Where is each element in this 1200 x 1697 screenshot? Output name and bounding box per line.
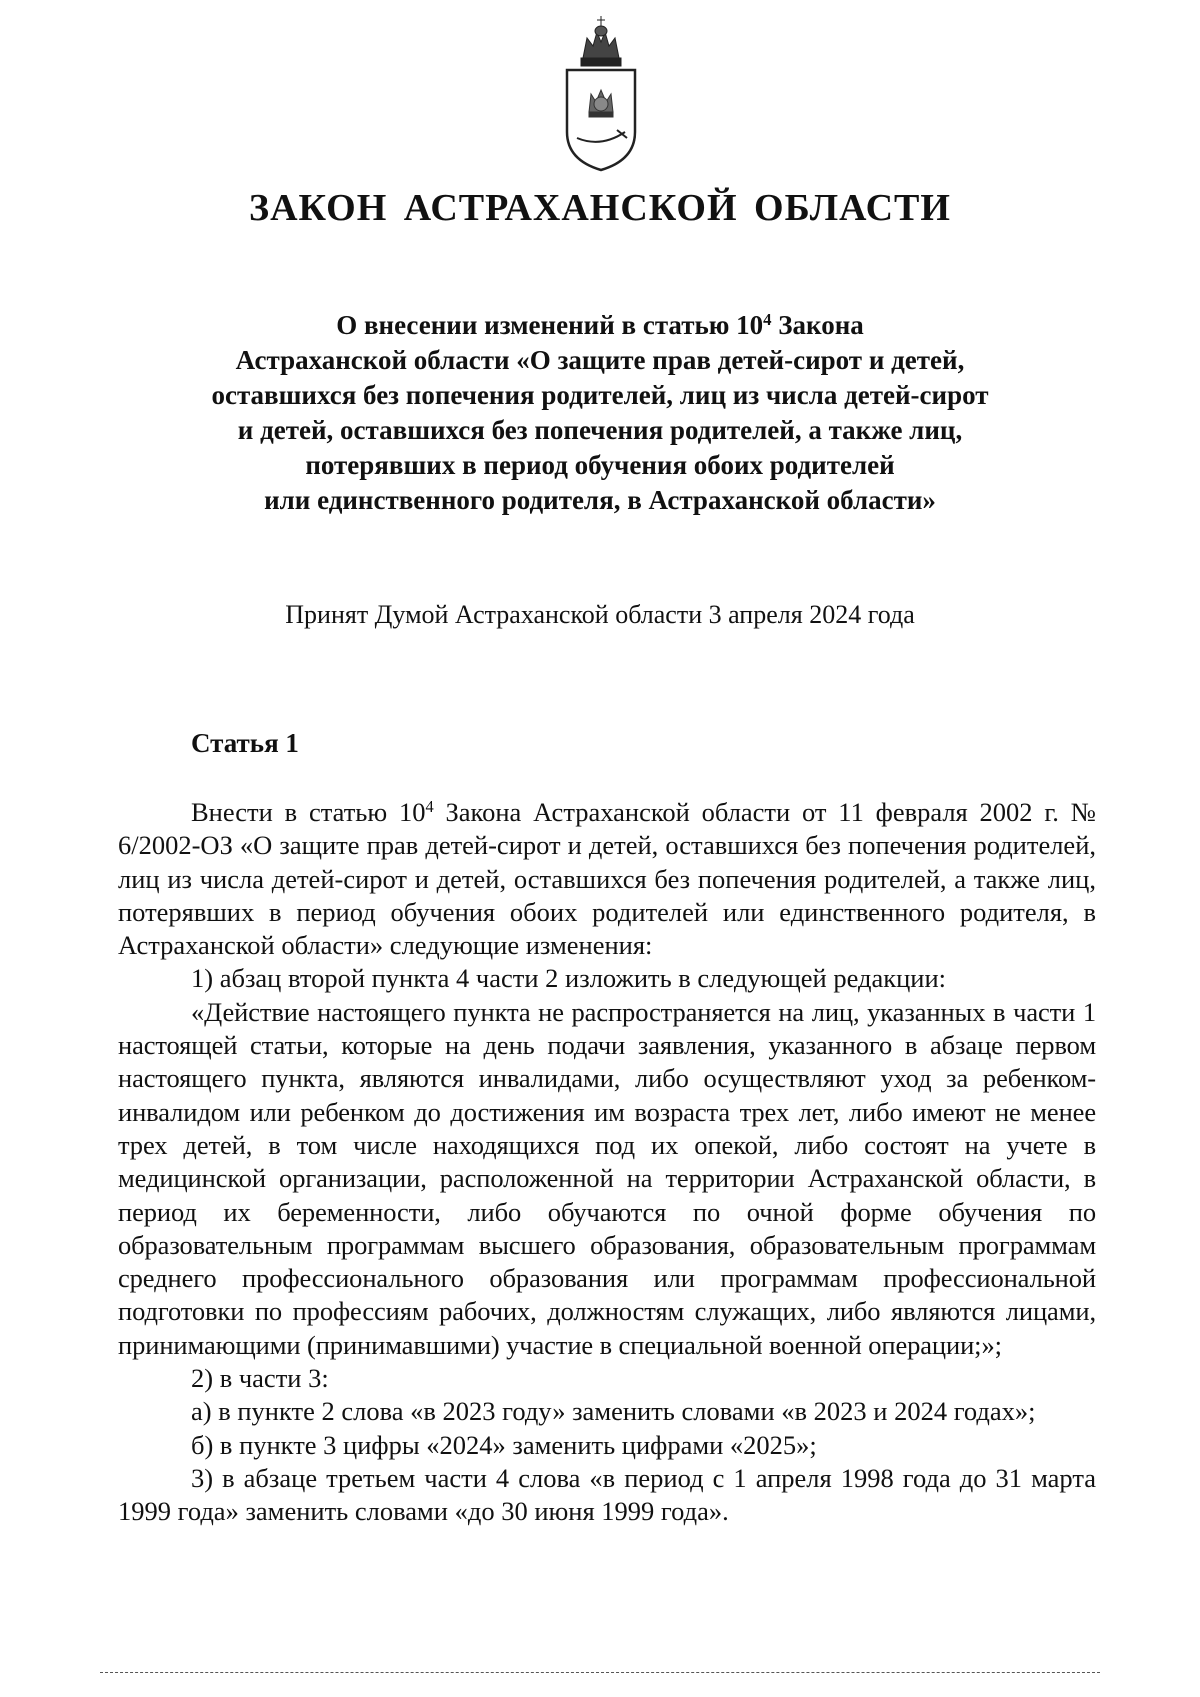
subtitle-line-1: О внесении изменений в статью $10^4$ Закона	[336, 309, 864, 340]
article-item-1: 1) абзац второй пункта 4 части 2 изложить в следующей редакции:	[191, 963, 947, 994]
article-item-1-quote: «Действие настоящего пункта не распространяется на лиц, указанных в части 1 настоящей статьи, которые на день подачи заявления, указанного в абзаце первом настоящего пункта, являются инвалидами, либо осуществляют уход за ребенком-инвалидом или ребенком до достижения им возраста трех лет, либо имеют не менее трех детей, в том числе находящихся под их опекой, либо состоят на учете в медицинской организации, расположенной на территории Астраханской области, в период их беременности, либо обучаются по очной форме обучения по образовательным программам высшего образования, образовательным программам среднего профессионального образования или программам профессиональной подготовки по профессиям рабочих, должностям служащих, либо являются лицами, принимающими (принимавшими) участие в специальной военной операции;»;	[118, 996, 1096, 1360]
law-subtitle	[150, 308, 1050, 518]
subtitle-line-3: оставшихся без попечения родителей, лиц из числа детей-сирот	[211, 380, 989, 410]
article-item-3: 3) в абзаце третьем части 4 слова «в период с 1 апреля 1998 года до 31 марта 1999 года» заменить словами «до 30 июня 1999 года».	[118, 1462, 1096, 1527]
subtitle-line-2: Астраханской области «О защите прав детей-сирот и детей,	[235, 345, 965, 375]
page-bottom-divider	[100, 1672, 1100, 1673]
article-intro-paragraph: Внести в статью $10^4$ Закона Астраханской области от 11 февраля 2002 г. № 6/2002-ОЗ «О защите прав детей-сирот и детей, оставшихся без попечения родителей, лиц из числа детей-сирот и детей, оставшихся без попечения родителей, а также лиц, потерявших в период обучения обоих родителей или единственного родителя, в Астраханской области» следующие изменения:	[118, 796, 1096, 961]
article-item-2: 2) в части 3:	[191, 1363, 329, 1394]
law-title: ЗАКОН АСТРАХАНСКОЙ ОБЛАСТИ	[249, 187, 951, 229]
adoption-statement: Принят Думой Астраханской области 3 апреля 2024 года	[285, 600, 915, 629]
subtitle-line-4: и детей, оставшихся без попечения родителей, а также лиц,	[237, 415, 963, 445]
article-heading: Статья 1	[191, 728, 299, 758]
coat-of-arms-emblem	[553, 14, 649, 174]
article-body	[118, 796, 1096, 1529]
subtitle-line-6: или единственного родителя, в Астраханской области»	[264, 485, 936, 515]
article-item-2a: а) в пункте 2 слова «в 2023 году» заменить словами «в 2023 и 2024 годах»;	[191, 1396, 1036, 1427]
article-item-2b: б) в пункте 3 цифры «2024» заменить цифрами «2025»;	[191, 1429, 817, 1460]
subtitle-line-5: потерявших в период обучения обоих родителей	[305, 450, 895, 480]
